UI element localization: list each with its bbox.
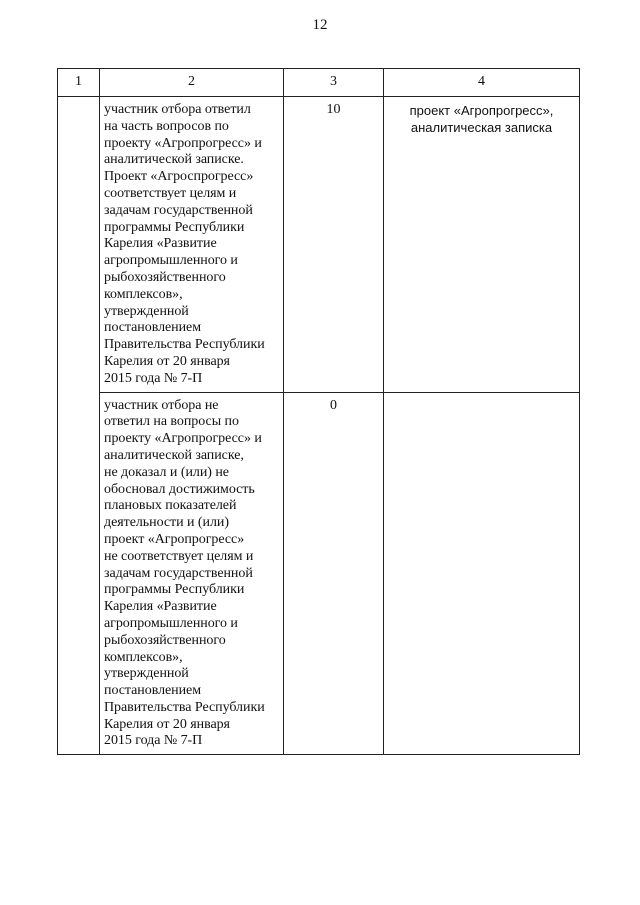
score-value: 0: [284, 392, 384, 755]
column-number-3: 3: [284, 69, 384, 97]
supporting-documents: [384, 392, 580, 755]
supporting-documents: проект «Агропрогресс», аналитическая записка: [384, 97, 580, 393]
score-value: 10: [284, 97, 384, 393]
criteria-table: [57, 68, 580, 755]
criterion-description: участник отбора ответил на часть вопросов по проекту «Агропрогресс» и аналитической записке. Проект «Агроспрогресс» соответствует целям и задачам государственной программы Республики Карелия «Развитие агропромышленного и рыбохозяйственного комплексов», утвержденной постановлением Правительства Республики Карелия от 20 января 2015 года № 7-П: [100, 97, 284, 393]
table-row: [58, 392, 580, 755]
criterion-name-cell: [58, 97, 100, 755]
column-number-4: 4: [384, 69, 580, 97]
column-number-1: 1: [58, 69, 100, 97]
column-number-2: 2: [100, 69, 284, 97]
table-header-row: [58, 69, 580, 97]
criterion-description: участник отбора не ответил на вопросы по проекту «Агропрогресс» и аналитической записке, не доказал и (или) не обосновал достижимость плановых показателей деятельности и (или) проект «Агропрогресс» не соответствует целям и задачам государственной программы Республики Карелия «Развитие агропромышленного и рыбохозяйственного комплексов», утвержденной постановлением Правительства Республики Карелия от 20 января 2015 года № 7-П: [100, 392, 284, 755]
page-number: 12: [312, 17, 328, 33]
table-row: [58, 97, 580, 393]
